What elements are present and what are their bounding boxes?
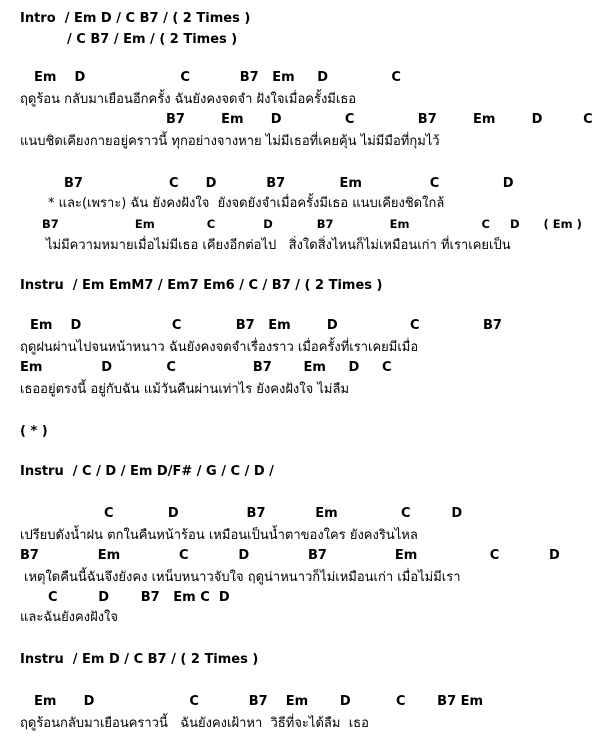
chord-line: B7 Em C D B7 Em C D ( Em ) (42, 217, 582, 231)
lyric-line: แนบชิดเคียงกายอยู่คราวนี้ ทุกอย่างจางหาย ไม่มีเธอที่เคยคุ้น ไม่มีมือที่กุมไว้ (20, 134, 440, 149)
chord-line: B7 Em D C B7 Em D C (166, 112, 593, 127)
chord-line: C D B7 Em C D (48, 590, 230, 605)
chord-line: C D B7 Em C D (104, 506, 463, 521)
chord-line: Em D C B7 Em D C (34, 70, 401, 85)
lyric-line: และฉันยังคงฝังใจ (20, 610, 119, 625)
chord-line: Em D C B7 Em D C B7 (30, 318, 502, 333)
lyric-line: เหตุใดคืนนี้ฉันจึงยังคง เหน็บหนาวจับใจ ฤดูน่าหนาวก็ไม่เหมือนเก่า เมื่อไม่มีเรา (24, 570, 461, 585)
intro-line-2: / C B7 / Em / ( 2 Times ) (67, 32, 238, 47)
chord-line: B7 Em C D B7 Em C D (20, 548, 560, 563)
lyric-line: ฤดูร้อนกลับมาเยือนคราวนี้ ฉันยังคงเฝ้าหา วิธีที่จะได้ลืม เธอ (20, 716, 369, 731)
section-instru: Instru / C / D / Em D/F# / G / C / D / (20, 464, 274, 479)
lyric-line: ฤดูฝนผ่านไปจนหน้าหนาว ฉันยังคงจดจำเรื่องราว เมื่อครั้งที่เราเคยมีเมื่อ (20, 340, 419, 355)
lyric-line: เธออยู่ตรงนี้ อยู่กับฉัน แม้วันคืนผ่านเท่าไร ยังคงฝังใจ ไม่ลืม (20, 382, 350, 397)
lyric-line: ฤดูร้อน กลับมาเยือนอีกครั้ง ฉันยังคงจดจำ ฝังใจเมื่อครั้งมีเธอ (20, 92, 357, 107)
lyric-line: * และ(เพราะ) ฉัน ยังคงฝังใจ ยังจดยังจำเมื่อครั้งมีเธอ แนบเคียงชิดใกล้ (48, 196, 445, 211)
chord-line: B7 C D B7 Em C D (64, 176, 514, 191)
section-instru: Instru / Em EmM7 / Em7 Em6 / C / B7 / ( 2 Times ) (20, 278, 383, 293)
intro-line-1: Intro / Em D / C B7 / ( 2 Times ) (20, 11, 251, 26)
chord-line: Em D C B7 Em D C (20, 360, 392, 375)
lyric-line: ไม่มีความหมายเมื่อไม่มีเธอ เคียงอีกต่อไป สิ่งใดสิ่งไหนก็ไม่เหมือนเก่า ที่เราเคยเป็น (46, 238, 511, 253)
repeat-marker: ( * ) (20, 424, 48, 439)
chord-line: Em D C B7 Em D C B7 Em (34, 694, 484, 709)
section-instru: Instru / Em D / C B7 / ( 2 Times ) (20, 652, 259, 667)
lyric-line: เปรียบดังน้ำฝน ตกในคืนหน้าร้อน เหมือนเป็นน้ำตาของใคร ยังคงรินไหล (20, 528, 418, 543)
